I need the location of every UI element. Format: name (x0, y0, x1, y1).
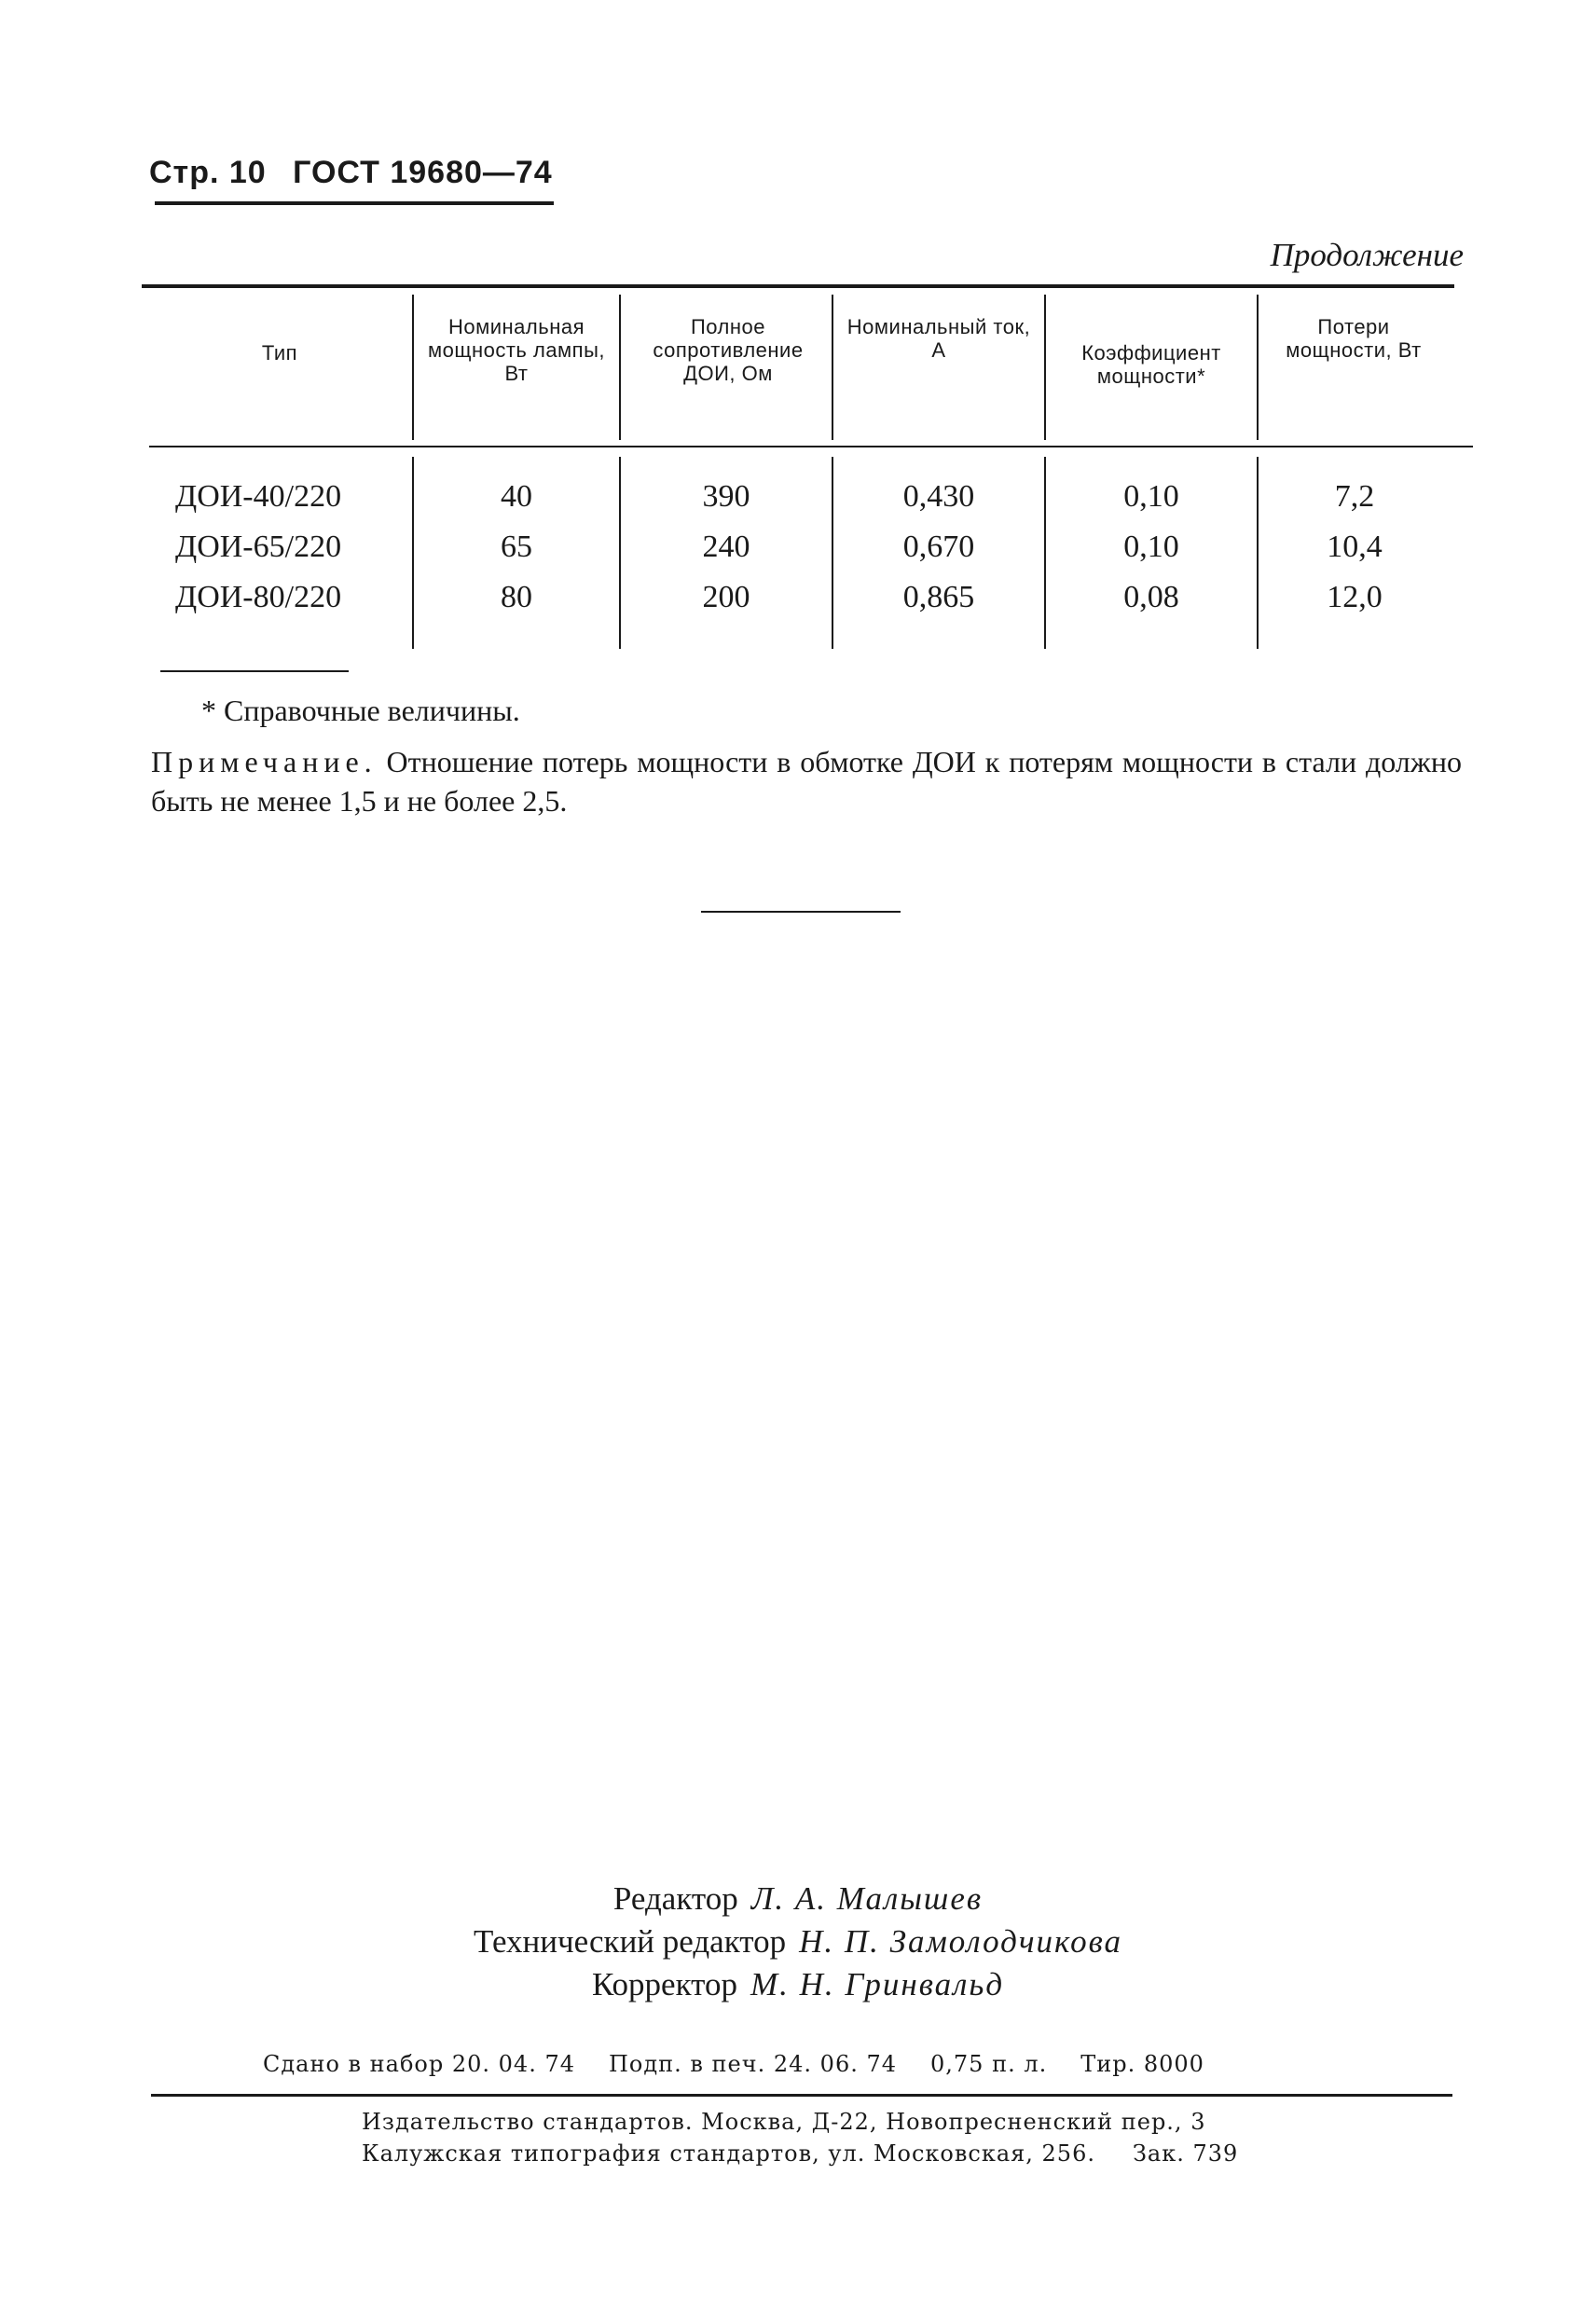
cell-type: ДОИ-40/220 (175, 479, 342, 514)
cell-lamp-power: 65 (501, 530, 532, 564)
section-separator (701, 911, 901, 913)
credit-editor (0, 1878, 1596, 1920)
print-info (263, 2051, 1238, 2077)
cell-current: 0,670 (902, 530, 975, 564)
note-label: Примечание. (151, 745, 378, 778)
note-text: Отношение потерь мощности в обмотке ДОИ к потерям мощности в стали должно быть не менее 1,5 и не более 2,5. (151, 745, 1463, 818)
print-sheets: 0,75 п. л. (930, 2051, 1048, 2077)
credit-name: Н. П. Замолодчикова (799, 1923, 1123, 1960)
footnote-rule (160, 670, 349, 672)
standard-number: ГОСТ 19680—74 (293, 155, 553, 190)
col-header-current: Номинальный ток, А (846, 315, 1031, 362)
credit-role: Технический редактор (473, 1923, 787, 1960)
note-paragraph (151, 742, 1462, 820)
col-header-power-loss: Потери мощности, Вт (1286, 315, 1422, 362)
table-column-divider (1257, 295, 1259, 440)
cell-lamp-power: 40 (501, 479, 532, 514)
page-header (149, 155, 553, 191)
col-header-power-factor: Коэффициент мощности* (1081, 341, 1221, 388)
credit-tech-editor (0, 1920, 1596, 1963)
cell-current: 0,865 (902, 580, 975, 614)
table-column-divider (412, 295, 414, 440)
cell-impedance: 390 (702, 479, 750, 514)
bottom-rule (151, 2094, 1452, 2097)
continuation-label: Продолжение (1270, 237, 1464, 273)
table-top-rule (142, 284, 1454, 288)
cell-current: 0,430 (902, 479, 975, 514)
credit-name: М. Н. Гринвальд (750, 1966, 1005, 2002)
print-copies: Тир. 8000 (1080, 2051, 1204, 2077)
cell-power-loss: 10,4 (1327, 530, 1383, 564)
col-header-lamp-power: Номинальная мощность лампы, Вт (427, 315, 606, 385)
print-signed: Подп. в печ. 24. 06. 74 (609, 2051, 898, 2077)
cell-impedance: 240 (702, 530, 750, 564)
credit-role: Редактор (612, 1880, 738, 1917)
col-header-impedance: Полное сопротивление ДОИ, Ом (653, 315, 804, 385)
publisher-line: Издательство стандартов. Москва, Д-22, Новопресненский пер., 3 (362, 2109, 1206, 2135)
cell-power-factor: 0,10 (1123, 479, 1179, 514)
cell-power-loss: 7,2 (1334, 479, 1375, 514)
page-number: Стр. 10 (149, 155, 267, 190)
cell-power-factor: 0,10 (1123, 530, 1179, 564)
credits-block (0, 1878, 1596, 2006)
footnote: * Справочные величины. (201, 694, 520, 727)
table-column-divider (1044, 295, 1046, 440)
credit-name: Л. А. Малышев (750, 1880, 984, 1917)
header-underline (155, 201, 554, 205)
print-submitted: Сдано в набор 20. 04. 74 (263, 2051, 575, 2077)
col-header-type: Тип (261, 341, 298, 365)
credit-corrector (0, 1963, 1596, 2006)
cell-power-loss: 12,0 (1327, 580, 1383, 614)
printer-line (362, 2140, 1238, 2167)
cell-type: ДОИ-65/220 (175, 530, 342, 564)
table-column-divider (832, 295, 833, 440)
printer-address: Калужская типография стандартов, ул. Московская, 256. (362, 2140, 1095, 2167)
table-header-rule (149, 446, 1473, 447)
cell-power-factor: 0,08 (1123, 580, 1179, 614)
credit-role: Корректор (591, 1966, 737, 2002)
order-number: Зак. 739 (1132, 2140, 1239, 2167)
table-column-divider (619, 295, 621, 440)
cell-type: ДОИ-80/220 (175, 580, 342, 614)
cell-lamp-power: 80 (501, 580, 532, 614)
cell-impedance: 200 (702, 580, 750, 614)
